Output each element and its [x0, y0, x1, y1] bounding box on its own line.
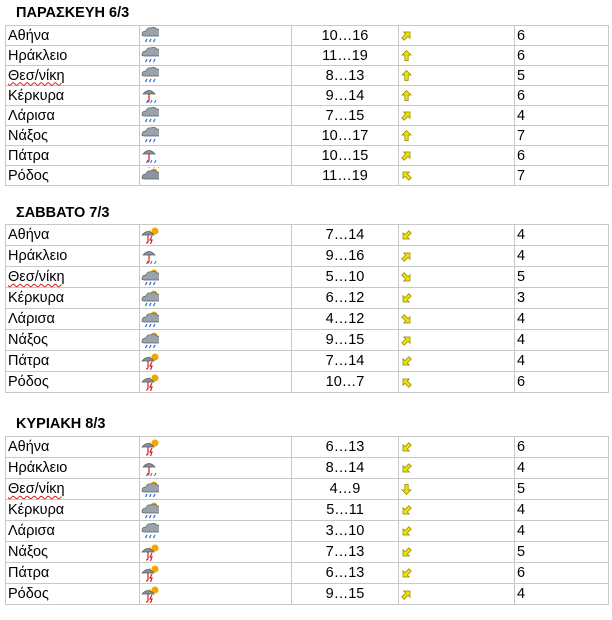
city-cell — [6, 437, 140, 458]
forecast-table — [5, 25, 609, 186]
table-row — [6, 26, 609, 46]
city-cell — [6, 267, 140, 288]
day-title: ΚΥΡΙΑΚΗ 8/3 — [16, 416, 106, 432]
beaufort-value: 6 — [517, 565, 526, 581]
beaufort-value: 7 — [517, 127, 526, 144]
arrow-up-icon — [401, 50, 412, 61]
city-cell — [6, 288, 140, 309]
wind-beaufort-cell — [515, 225, 609, 246]
wind-direction-cell — [399, 542, 515, 563]
storm-umbrella-icon — [141, 439, 159, 456]
temperature-cell — [292, 330, 399, 351]
table-row — [6, 126, 609, 146]
arrow-southeast-icon — [401, 272, 412, 283]
table-row — [6, 225, 609, 246]
city-cell — [6, 86, 140, 106]
temperature-range: 4…12 — [325, 311, 365, 327]
temperature-range: 6…13 — [325, 565, 365, 581]
temperature-cell — [292, 26, 399, 46]
city-name: Λάρισα — [8, 107, 55, 124]
cloudy-rain-icon — [141, 127, 159, 144]
beaufort-value: 4 — [517, 311, 526, 327]
city-name: Νάξος — [8, 127, 49, 144]
wind-beaufort-cell — [515, 126, 609, 146]
city-cell — [6, 458, 140, 479]
wind-direction-cell — [399, 521, 515, 542]
wind-direction-cell — [399, 267, 515, 288]
city-name: Πάτρα — [8, 565, 50, 581]
beaufort-value: 6 — [517, 374, 526, 390]
table-row — [6, 563, 609, 584]
temperature-cell — [292, 479, 399, 500]
beaufort-value: 4 — [517, 523, 526, 539]
beaufort-value: 3 — [517, 290, 526, 306]
arrow-southwest-icon — [401, 230, 412, 241]
wind-beaufort-cell — [515, 351, 609, 372]
weather-icon-cell — [140, 46, 292, 66]
weather-icon-cell — [140, 288, 292, 309]
wind-beaufort-cell — [515, 288, 609, 309]
city-cell — [6, 330, 140, 351]
wind-beaufort-cell — [515, 86, 609, 106]
temperature-range: 9…15 — [325, 332, 365, 348]
city-cell — [6, 521, 140, 542]
temperature-range: 10…17 — [321, 127, 369, 144]
wind-direction-cell — [399, 46, 515, 66]
temperature-cell — [292, 246, 399, 267]
table-row — [6, 500, 609, 521]
weather-icon-cell — [140, 437, 292, 458]
wind-direction-cell — [399, 563, 515, 584]
forecast-table — [5, 436, 609, 605]
weather-icon-cell — [140, 542, 292, 563]
city-name: Νάξος — [8, 544, 49, 560]
wind-direction-cell — [399, 330, 515, 351]
temperature-cell — [292, 521, 399, 542]
temperature-range: 10…15 — [321, 147, 369, 164]
arrow-southwest-icon — [401, 293, 412, 304]
wind-beaufort-cell — [515, 458, 609, 479]
wind-beaufort-cell — [515, 66, 609, 86]
arrow-southwest-icon — [401, 505, 412, 516]
temperature-range: 7…14 — [325, 353, 365, 369]
city-cell — [6, 351, 140, 372]
city-cell — [6, 166, 140, 186]
temperature-range: 7…15 — [325, 107, 365, 124]
weather-icon-cell — [140, 267, 292, 288]
table-row — [6, 309, 609, 330]
forecast-table — [5, 224, 609, 393]
city-name: Θεσ/νίκη — [8, 67, 65, 84]
weather-icon-cell — [140, 246, 292, 267]
day-title: ΠΑΡΑΣΚΕΥΗ 6/3 — [16, 5, 130, 21]
city-cell — [6, 563, 140, 584]
city-name: Αθήνα — [8, 439, 50, 455]
table-row — [6, 267, 609, 288]
beaufort-value: 4 — [517, 586, 526, 602]
beaufort-value: 7 — [517, 167, 526, 184]
wind-beaufort-cell — [515, 267, 609, 288]
umbrella-rain-icon — [141, 248, 159, 265]
beaufort-value: 5 — [517, 269, 526, 285]
temperature-range: 6…12 — [325, 290, 365, 306]
city-name: Λάρισα — [8, 311, 55, 327]
temperature-range: 10…7 — [325, 374, 365, 390]
weather-icon-cell — [140, 521, 292, 542]
beaufort-value: 5 — [517, 481, 526, 497]
temperature-range: 10…16 — [321, 27, 369, 44]
city-cell — [6, 26, 140, 46]
temperature-range: 5…11 — [326, 502, 364, 518]
city-name: Νάξος — [8, 332, 49, 348]
storm-umbrella-icon — [141, 353, 159, 370]
wind-direction-cell — [399, 126, 515, 146]
table-row — [6, 584, 609, 605]
table-row — [6, 542, 609, 563]
city-cell — [6, 584, 140, 605]
arrow-southeast-icon — [401, 314, 412, 325]
beaufort-value: 6 — [517, 147, 526, 164]
wind-beaufort-cell — [515, 26, 609, 46]
temperature-range: 11…19 — [322, 167, 368, 184]
arrow-up-icon — [401, 70, 412, 81]
city-cell — [6, 146, 140, 166]
table-row — [6, 458, 609, 479]
day-title: ΣΑΒΒΑΤΟ 7/3 — [16, 205, 110, 221]
city-cell — [6, 246, 140, 267]
wind-direction-cell — [399, 225, 515, 246]
beaufort-value: 4 — [517, 502, 526, 518]
city-name: Κέρκυρα — [8, 502, 65, 518]
beaufort-value: 4 — [517, 248, 526, 264]
wind-direction-cell — [399, 584, 515, 605]
storm-umbrella-icon — [141, 544, 159, 561]
wind-beaufort-cell — [515, 106, 609, 126]
storm-umbrella-icon — [141, 565, 159, 582]
arrow-northeast-icon — [401, 251, 412, 262]
table-row — [6, 46, 609, 66]
wind-direction-cell — [399, 26, 515, 46]
weather-icon-cell — [140, 458, 292, 479]
arrow-northeast-icon — [401, 110, 412, 121]
umbrella-rain-icon — [141, 460, 159, 477]
city-name: Αθήνα — [8, 227, 50, 243]
wind-direction-cell — [399, 479, 515, 500]
temperature-cell — [292, 166, 399, 186]
city-name: Κέρκυρα — [8, 87, 65, 104]
arrow-northwest-icon — [401, 170, 412, 181]
arrow-southwest-icon — [401, 568, 412, 579]
umbrella-rain-icon — [141, 147, 159, 164]
wind-beaufort-cell — [515, 500, 609, 521]
weather-icon-cell — [140, 584, 292, 605]
wind-direction-cell — [399, 437, 515, 458]
table-row — [6, 372, 609, 393]
weather-icon-cell — [140, 106, 292, 126]
wind-direction-cell — [399, 309, 515, 330]
sun-cloud-rain-icon — [141, 332, 159, 349]
temperature-cell — [292, 372, 399, 393]
weather-icon-cell — [140, 126, 292, 146]
temperature-cell — [292, 542, 399, 563]
city-cell — [6, 309, 140, 330]
temperature-cell — [292, 267, 399, 288]
wind-beaufort-cell — [515, 584, 609, 605]
beaufort-value: 4 — [517, 332, 526, 348]
city-cell — [6, 479, 140, 500]
temperature-range: 3…10 — [325, 523, 365, 539]
wind-beaufort-cell — [515, 330, 609, 351]
weather-icon-cell — [140, 66, 292, 86]
arrow-northwest-icon — [401, 377, 412, 388]
arrow-southwest-icon — [401, 526, 412, 537]
weather-icon-cell — [140, 563, 292, 584]
table-row — [6, 86, 609, 106]
wind-beaufort-cell — [515, 542, 609, 563]
sun-cloud-rain-icon — [141, 502, 159, 519]
table-row — [6, 146, 609, 166]
wind-direction-cell — [399, 86, 515, 106]
cloudy-rain-icon — [141, 47, 159, 64]
wind-direction-cell — [399, 458, 515, 479]
table-row — [6, 246, 609, 267]
temperature-range: 7…13 — [325, 544, 365, 560]
sun-cloud-rain-icon — [141, 481, 159, 498]
weather-icon-cell — [140, 500, 292, 521]
wind-beaufort-cell — [515, 246, 609, 267]
weather-icon-cell — [140, 479, 292, 500]
arrow-southwest-icon — [401, 442, 412, 453]
temperature-cell — [292, 584, 399, 605]
temperature-cell — [292, 86, 399, 106]
city-name: Ρόδος — [8, 167, 49, 184]
temperature-cell — [292, 458, 399, 479]
weather-icon-cell — [140, 309, 292, 330]
wind-beaufort-cell — [515, 563, 609, 584]
arrow-southwest-icon — [401, 356, 412, 367]
city-cell — [6, 46, 140, 66]
umbrella-rain-icon — [141, 87, 159, 104]
city-cell — [6, 106, 140, 126]
city-name: Ηράκλειο — [8, 47, 68, 64]
temperature-cell — [292, 351, 399, 372]
table-row — [6, 437, 609, 458]
weather-icon-cell — [140, 166, 292, 186]
wind-direction-cell — [399, 246, 515, 267]
beaufort-value: 4 — [517, 107, 526, 124]
temperature-range: 7…14 — [325, 227, 365, 243]
wind-direction-cell — [399, 106, 515, 126]
temperature-cell — [292, 500, 399, 521]
beaufort-value: 6 — [517, 27, 526, 44]
beaufort-value: 6 — [517, 439, 526, 455]
table-row — [6, 166, 609, 186]
city-name: Λάρισα — [8, 523, 55, 539]
wind-beaufort-cell — [515, 521, 609, 542]
wind-direction-cell — [399, 66, 515, 86]
weather-icon-cell — [140, 372, 292, 393]
sun-cloud-rain-icon — [141, 290, 159, 307]
storm-umbrella-icon — [141, 374, 159, 391]
temperature-cell — [292, 126, 399, 146]
table-row — [6, 479, 609, 500]
temperature-cell — [292, 146, 399, 166]
city-cell — [6, 542, 140, 563]
storm-umbrella-icon — [141, 227, 159, 244]
wind-beaufort-cell — [515, 437, 609, 458]
temperature-cell — [292, 309, 399, 330]
table-row — [6, 351, 609, 372]
weather-icon-cell — [140, 225, 292, 246]
table-row — [6, 521, 609, 542]
cloudy-rain-icon — [141, 523, 159, 540]
wind-beaufort-cell — [515, 166, 609, 186]
wind-direction-cell — [399, 288, 515, 309]
temperature-cell — [292, 106, 399, 126]
temperature-cell — [292, 46, 399, 66]
wind-beaufort-cell — [515, 46, 609, 66]
weather-icon-cell — [140, 330, 292, 351]
temperature-range: 6…13 — [325, 439, 365, 455]
city-name: Ηράκλειο — [8, 460, 68, 476]
temperature-range: 11…19 — [322, 47, 368, 64]
beaufort-value: 4 — [517, 460, 526, 476]
wind-direction-cell — [399, 351, 515, 372]
temperature-range: 8…13 — [325, 67, 365, 84]
wind-beaufort-cell — [515, 309, 609, 330]
city-name: Θεσ/νίκη — [8, 481, 65, 497]
cloudy-rain-icon — [141, 67, 159, 84]
beaufort-value: 4 — [517, 353, 526, 369]
sun-cloud-rain-icon — [141, 311, 159, 328]
city-name: Ρόδος — [8, 374, 49, 390]
cloudy-rain-icon — [141, 107, 159, 124]
city-name: Ηράκλειο — [8, 248, 68, 264]
wind-beaufort-cell — [515, 146, 609, 166]
arrow-northeast-icon — [401, 150, 412, 161]
sun-cloud-rain-icon — [141, 269, 159, 286]
temperature-range: 4…9 — [329, 481, 361, 497]
arrow-northeast-icon — [401, 335, 412, 346]
city-cell — [6, 126, 140, 146]
beaufort-value: 6 — [517, 47, 526, 64]
wind-direction-cell — [399, 146, 515, 166]
city-name: Θεσ/νίκη — [8, 269, 65, 285]
table-row — [6, 288, 609, 309]
city-cell — [6, 500, 140, 521]
wind-direction-cell — [399, 500, 515, 521]
temperature-range: 5…10 — [325, 269, 365, 285]
temperature-cell — [292, 563, 399, 584]
beaufort-value: 5 — [517, 67, 526, 84]
beaufort-value: 5 — [517, 544, 526, 560]
arrow-down-icon — [401, 484, 412, 495]
temperature-cell — [292, 437, 399, 458]
arrow-northeast-icon — [401, 589, 412, 600]
wind-direction-cell — [399, 166, 515, 186]
wind-beaufort-cell — [515, 479, 609, 500]
arrow-southwest-icon — [401, 547, 412, 558]
city-name: Πάτρα — [8, 353, 50, 369]
temperature-range: 9…16 — [325, 248, 365, 264]
arrow-up-icon — [401, 130, 412, 141]
wind-beaufort-cell — [515, 372, 609, 393]
temperature-range: 9…14 — [325, 87, 365, 104]
city-cell — [6, 372, 140, 393]
city-name: Ρόδος — [8, 586, 49, 602]
city-name: Κέρκυρα — [8, 290, 65, 306]
temperature-cell — [292, 288, 399, 309]
table-row — [6, 330, 609, 351]
beaufort-value: 4 — [517, 227, 526, 243]
arrow-southwest-icon — [401, 463, 412, 474]
weather-icon-cell — [140, 86, 292, 106]
sun-cloud-icon — [141, 167, 159, 184]
city-cell — [6, 225, 140, 246]
weather-icon-cell — [140, 26, 292, 46]
weather-icon-cell — [140, 146, 292, 166]
city-name: Αθήνα — [8, 27, 50, 44]
temperature-range: 8…14 — [325, 460, 365, 476]
table-row — [6, 66, 609, 86]
city-name: Πάτρα — [8, 147, 50, 164]
beaufort-value: 6 — [517, 87, 526, 104]
wind-direction-cell — [399, 372, 515, 393]
table-row — [6, 106, 609, 126]
storm-umbrella-icon — [141, 586, 159, 603]
arrow-northeast-icon — [401, 30, 412, 41]
temperature-cell — [292, 225, 399, 246]
city-cell — [6, 66, 140, 86]
weather-icon-cell — [140, 351, 292, 372]
cloudy-rain-icon — [141, 27, 159, 44]
arrow-up-icon — [401, 90, 412, 101]
temperature-range: 9…15 — [325, 586, 365, 602]
temperature-cell — [292, 66, 399, 86]
